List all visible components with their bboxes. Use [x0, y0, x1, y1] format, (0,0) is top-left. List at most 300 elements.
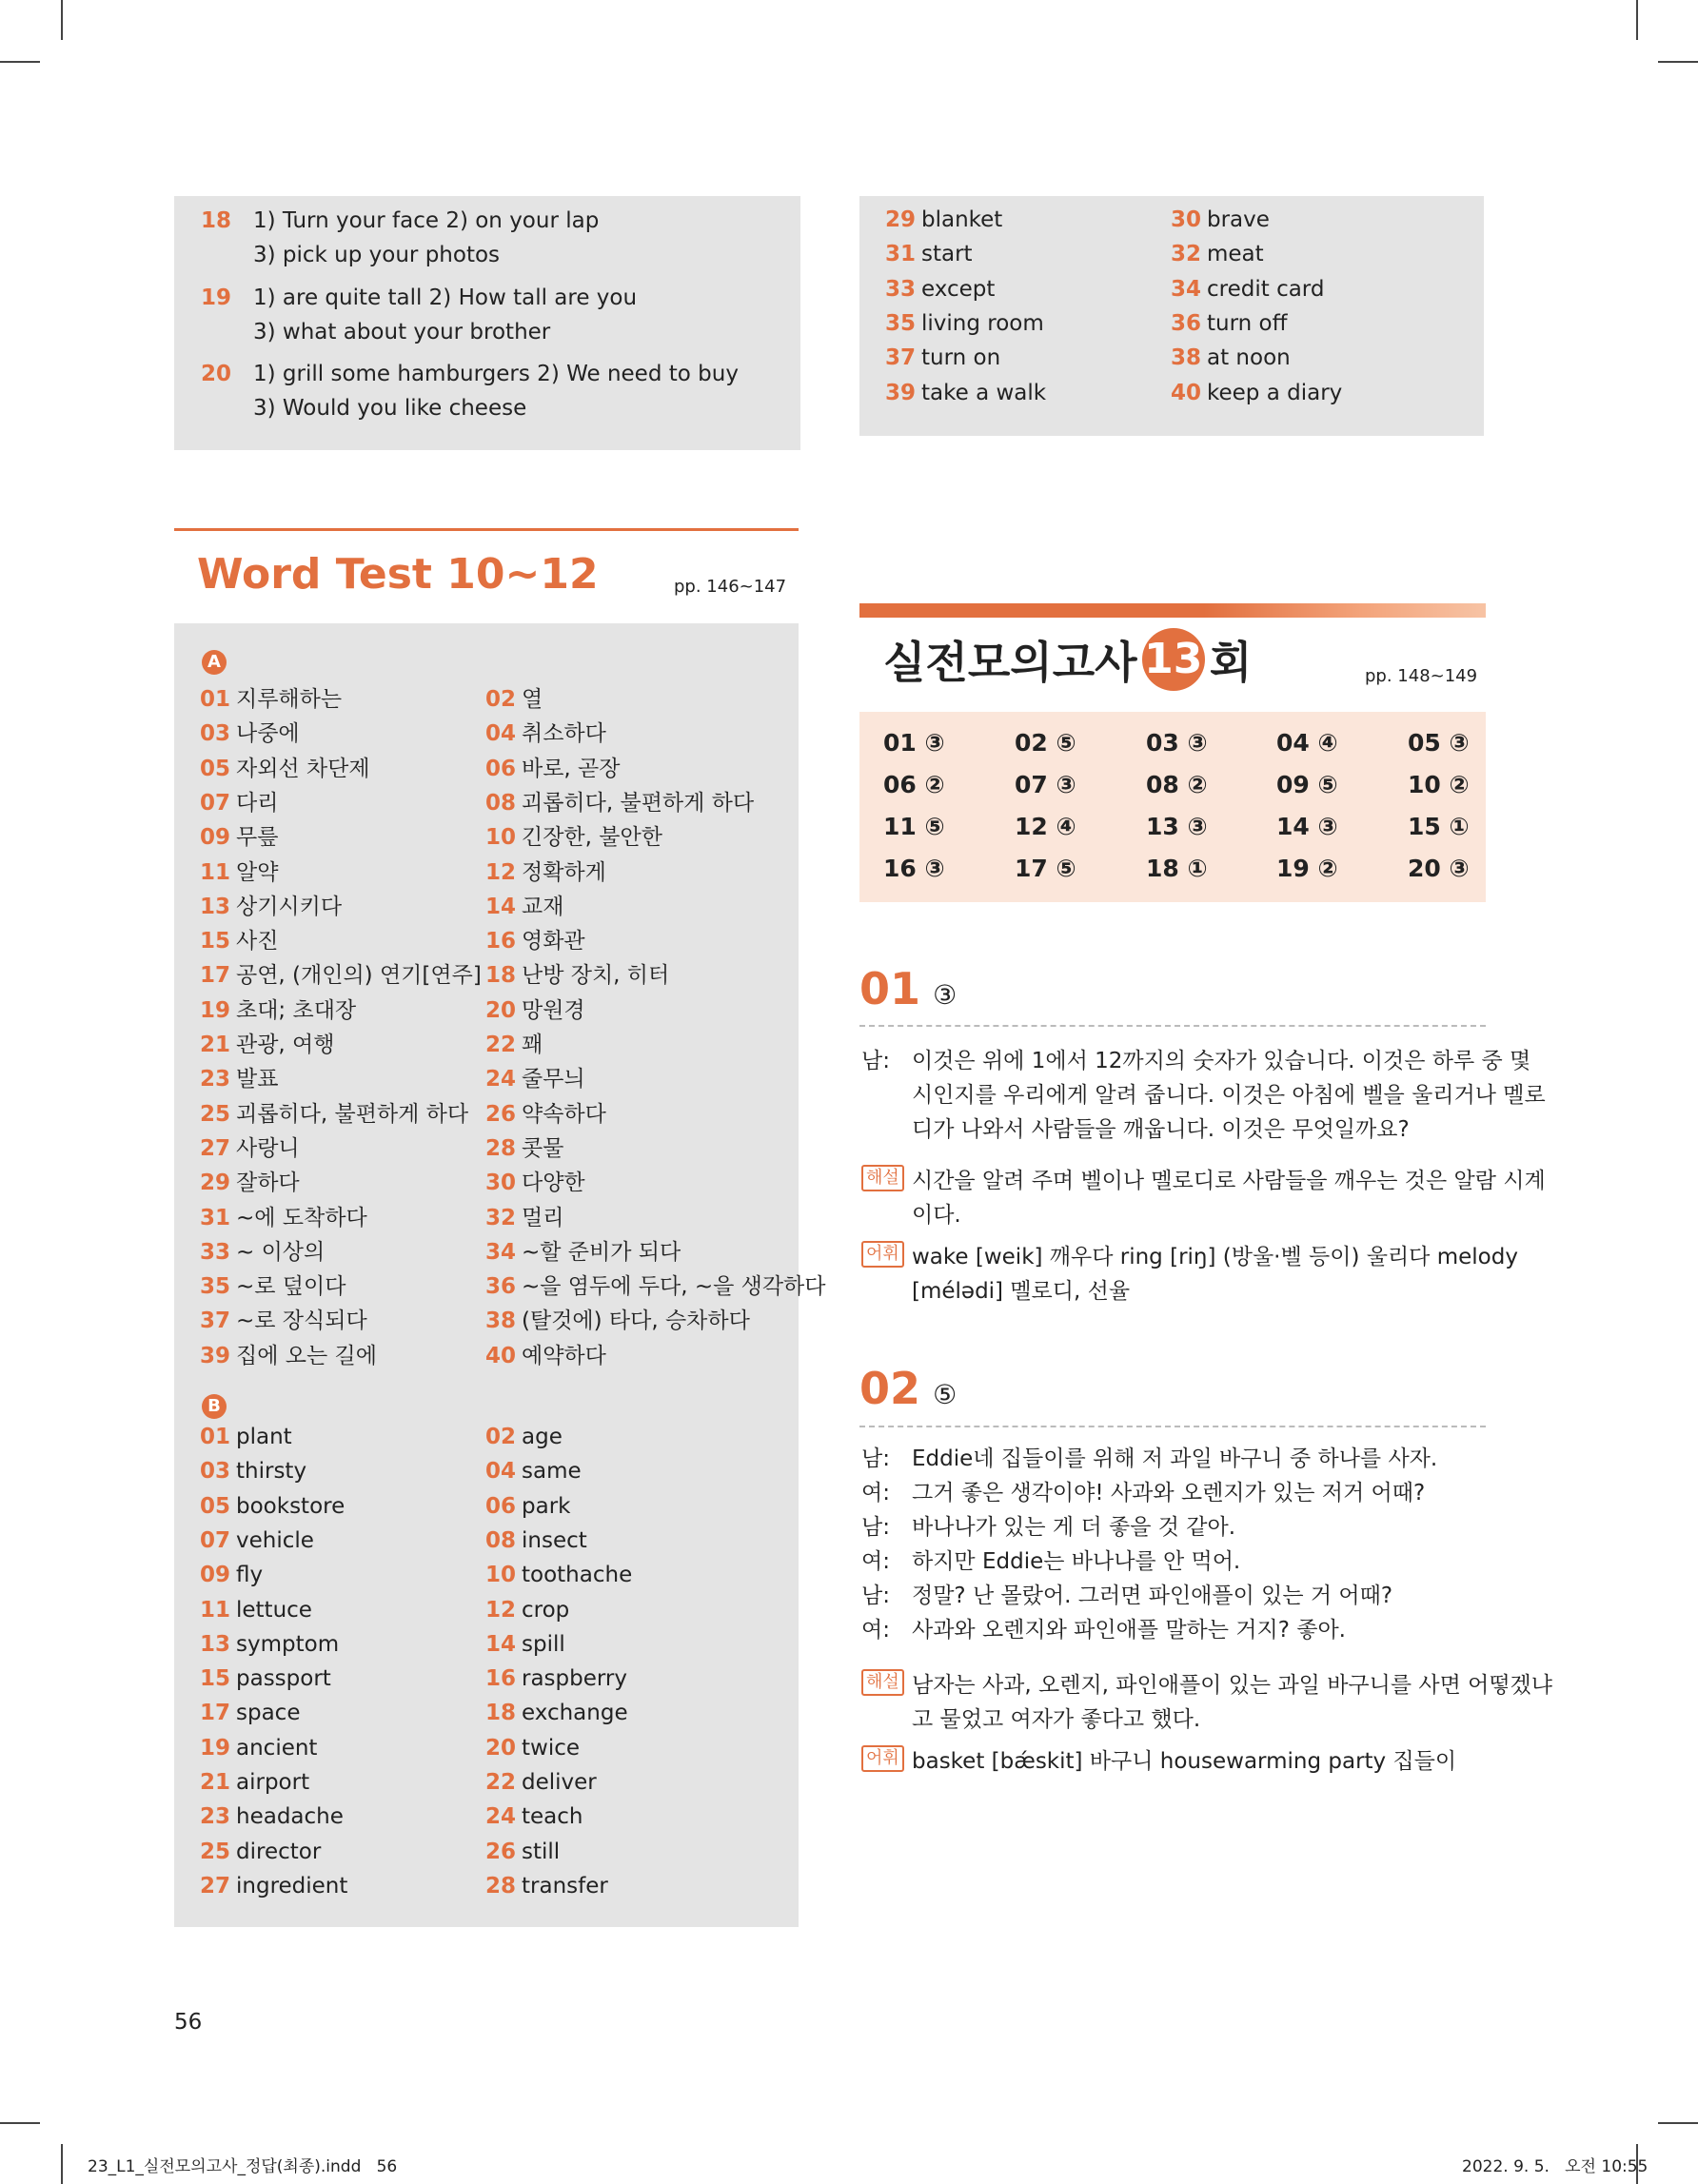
word-item	[485, 1770, 597, 1795]
word-number: 12	[485, 859, 517, 885]
word-item	[485, 1632, 565, 1657]
answer-text: brave	[1207, 207, 1270, 232]
word-item	[200, 957, 482, 989]
dialogue-line: 정말? 난 몰랐어. 그러면 파인애플이 있는 거 어때?	[912, 1584, 1393, 1608]
word-text: 괴롭히다, 불편하게 하다	[236, 1101, 469, 1127]
mock-test-title-pre: 실전모의고사	[883, 637, 1137, 688]
word-number: 02	[485, 687, 517, 712]
word-text: 집에 오는 길에	[236, 1343, 377, 1368]
word-item	[485, 1131, 563, 1162]
word-number: 19	[200, 997, 231, 1023]
mock-answer: 18 ①	[1146, 855, 1208, 882]
word-item	[200, 1234, 325, 1266]
mock-answer: 12 ④	[1015, 813, 1076, 840]
mock-answer: 17 ⑤	[1015, 855, 1076, 882]
word-item	[200, 1425, 292, 1449]
word-item	[200, 1269, 346, 1300]
word-text: space	[236, 1701, 301, 1726]
word-number: 10	[485, 825, 517, 851]
word-text: vehicle	[236, 1527, 314, 1553]
word-text: 교재	[522, 894, 564, 919]
answer-text: credit card	[1207, 276, 1325, 302]
answer-text	[253, 204, 786, 272]
word-number: 30	[485, 1171, 517, 1196]
answer-item	[1171, 345, 1291, 370]
word-item	[485, 1666, 627, 1691]
word-number: 04	[485, 721, 517, 747]
word-number: 34	[485, 1239, 517, 1265]
dialogue-speaker: 여:	[861, 1549, 890, 1574]
word-text: 발표	[236, 1067, 279, 1092]
answer-number: 30	[1171, 207, 1202, 232]
word-number: 01	[200, 1425, 231, 1449]
q01-explain-tag: 해설	[861, 1165, 904, 1191]
answer-line: 3) Would you like cheese	[253, 396, 527, 421]
answer-number: 32	[1171, 242, 1202, 267]
word-number: 09	[200, 1563, 231, 1588]
word-number: 07	[200, 790, 231, 816]
word-item	[200, 923, 278, 954]
q02-explain-tag: 해설	[861, 1669, 904, 1696]
word-number: 33	[200, 1239, 231, 1265]
q01-vocab-line: wake [weik] 깨우다 ring [riŋ] (방울·벨 등이) 울리다 melody	[912, 1245, 1518, 1269]
word-item	[485, 1598, 569, 1623]
mock-test-title	[883, 628, 1252, 695]
answer-item	[1171, 242, 1264, 266]
mock-answer: 14 ③	[1276, 813, 1338, 840]
q01-vocab-tag: 어휘	[861, 1241, 904, 1268]
q02-vocab-tag: 어휘	[861, 1745, 904, 1772]
answer-text: turn off	[1207, 310, 1288, 336]
word-item	[485, 681, 543, 713]
dialogue-line: 사과와 오렌지와 파인애플 말하는 거지? 좋아.	[912, 1618, 1346, 1643]
word-text: ~할 준비가 되다	[522, 1239, 681, 1265]
word-text: 알약	[236, 859, 279, 885]
dialogue-speaker: 남:	[861, 1584, 890, 1608]
answer-text: take a walk	[921, 380, 1047, 405]
mock-answer: 07 ③	[1015, 771, 1076, 798]
word-item	[485, 1459, 582, 1484]
word-item	[485, 1234, 681, 1266]
word-item	[200, 716, 300, 747]
word-text: teach	[522, 1804, 583, 1830]
mock-answer: 10 ②	[1408, 771, 1470, 798]
word-text: ancient	[236, 1735, 318, 1761]
word-item	[200, 785, 278, 817]
word-text: 취소하다	[522, 721, 606, 747]
word-text: passport	[236, 1666, 331, 1692]
word-text: 정확하게	[522, 859, 606, 885]
word-item	[200, 1459, 306, 1484]
word-number: 22	[485, 1033, 517, 1057]
answer-number: 39	[885, 380, 917, 405]
word-number: 04	[485, 1459, 517, 1485]
mock-answer: 06 ②	[883, 771, 945, 798]
word-text: 약속하다	[522, 1101, 606, 1127]
word-number: 16	[485, 1666, 517, 1692]
mock-answer: 04 ④	[1276, 729, 1338, 757]
word-number: 15	[200, 1666, 231, 1692]
answer-item	[885, 277, 995, 302]
mock-answer: 16 ③	[883, 855, 945, 882]
word-text: plant	[236, 1425, 292, 1449]
word-number: 12	[485, 1597, 517, 1623]
word-item	[485, 993, 585, 1024]
word-text: thirsty	[236, 1459, 307, 1485]
answer-number: 38	[1171, 345, 1202, 371]
word-number: 23	[200, 1067, 231, 1092]
word-number: 25	[200, 1839, 231, 1864]
word-number: 36	[485, 1274, 517, 1300]
word-number: 07	[200, 1527, 231, 1553]
word-number: 37	[200, 1308, 231, 1334]
word-number: 39	[200, 1343, 231, 1368]
word-number: 23	[200, 1804, 231, 1830]
word-number: 27	[200, 1873, 231, 1899]
mock-answer: 20 ③	[1408, 855, 1470, 882]
word-text: lettuce	[236, 1597, 312, 1623]
answer-item	[1171, 381, 1342, 405]
word-item	[485, 1096, 606, 1128]
q02-explain-line: 남자는 사과, 오렌지, 파인애플이 있는 과일 바구니를 사면 어떻겠냐	[912, 1673, 1552, 1698]
word-test-pages: pp. 146~147	[674, 577, 787, 597]
crop-mark	[0, 2122, 40, 2124]
answer-number: 20	[201, 362, 232, 386]
word-text: 사랑니	[236, 1135, 300, 1161]
word-text: ~로 장식되다	[236, 1308, 367, 1334]
word-number: 14	[485, 894, 517, 919]
word-number: 03	[200, 721, 231, 747]
word-item	[200, 1338, 377, 1369]
answer-number: 29	[885, 207, 917, 232]
answer-line: 1) are quite tall 2) How tall are you	[253, 285, 638, 310]
answer-line: 1) grill some hamburgers 2) We need to buy	[253, 362, 739, 386]
word-text: 관광, 여행	[236, 1033, 335, 1057]
word-text: deliver	[522, 1770, 597, 1795]
word-number: 28	[485, 1135, 517, 1161]
answer-number: 37	[885, 345, 917, 371]
word-item	[485, 1804, 583, 1829]
word-number: 06	[485, 756, 517, 781]
answer-text: start	[921, 242, 973, 267]
word-text: 자외선 차단제	[236, 756, 370, 781]
mock-answer: 01 ③	[883, 729, 945, 757]
word-number: 03	[200, 1459, 231, 1485]
word-text: insect	[522, 1527, 587, 1553]
answer-item	[885, 242, 973, 266]
q02-answer-mark: ⑤	[933, 1379, 958, 1410]
answer-item	[1171, 277, 1324, 302]
word-text: symptom	[236, 1631, 340, 1657]
answer-line: 1) Turn your face 2) on your lap	[253, 208, 600, 233]
word-number: 20	[485, 997, 517, 1023]
word-number: 28	[485, 1873, 517, 1899]
word-number: 17	[200, 963, 231, 989]
answer-text: keep a diary	[1207, 380, 1343, 405]
word-number: 13	[200, 1631, 231, 1657]
word-text: airport	[236, 1770, 310, 1795]
q01-line: 시인지를 우리에게 알려 줍니다. 이것은 아침에 벨을 울리거나 멜로	[912, 1083, 1546, 1108]
answer-number: 18	[201, 208, 232, 233]
word-text: ~을 염두에 두다, ~을 생각하다	[522, 1274, 826, 1300]
word-text: 무릎	[236, 825, 279, 851]
word-number: 10	[485, 1563, 517, 1588]
word-item	[485, 1494, 570, 1519]
q02-vocab-line: basket [bǽskit] 바구니 housewarming party 집들이	[912, 1749, 1457, 1774]
mock-answer: 05 ③	[1408, 729, 1470, 757]
word-number: 24	[485, 1804, 517, 1830]
word-number: 02	[485, 1425, 517, 1449]
mock-answer: 09 ⑤	[1276, 771, 1338, 798]
word-text: 지루해하는	[236, 687, 343, 712]
word-text: headache	[236, 1804, 344, 1830]
answer-text	[253, 281, 786, 349]
q01-line: 이것은 위에 1에서 12까지의 숫자가 있습니다. 이것은 하루 중 몇	[912, 1049, 1531, 1073]
word-number: 29	[200, 1171, 231, 1196]
q01-heading	[859, 963, 957, 1014]
word-number: 15	[200, 929, 231, 954]
dialogue-line: 하지만 Eddie는 바나나를 안 먹어.	[912, 1549, 1241, 1574]
answer-text	[253, 357, 786, 425]
q02-explain-line: 고 물었고 여자가 좋다고 했다.	[912, 1707, 1201, 1732]
word-item	[200, 1874, 347, 1899]
word-item	[200, 1165, 300, 1196]
word-number: 40	[485, 1343, 517, 1368]
word-item	[485, 1027, 543, 1058]
mock-answer: 15 ①	[1408, 813, 1470, 840]
word-test-title: Word Test 10~12	[197, 550, 599, 599]
answer-item	[885, 381, 1046, 405]
word-item	[485, 1338, 606, 1369]
footer-filename: 23_L1_실전모의고사_정답(최종).indd 56	[88, 2157, 398, 2176]
answer-number: 34	[1171, 276, 1202, 302]
word-item	[200, 1701, 300, 1725]
word-text: 콧물	[522, 1135, 564, 1161]
word-text: 예약하다	[522, 1343, 606, 1368]
word-number: 31	[200, 1205, 231, 1230]
word-number: 18	[485, 963, 517, 989]
mock-test-title-post: 회	[1209, 637, 1253, 688]
word-item	[200, 1027, 335, 1058]
mock-answer: 02 ⑤	[1015, 729, 1076, 757]
word-item	[485, 1425, 563, 1449]
word-item	[485, 1874, 608, 1899]
q01-explain-line: 시간을 알려 주며 벨이나 멜로디로 사람들을 깨우는 것은 알람 시계	[912, 1169, 1546, 1193]
word-item	[485, 889, 563, 920]
answer-number: 40	[1171, 380, 1202, 405]
word-number: 14	[485, 1631, 517, 1657]
crop-mark	[1658, 61, 1698, 63]
crop-mark	[1636, 0, 1638, 40]
answer-item	[885, 311, 1044, 336]
word-number: 20	[485, 1735, 517, 1761]
answer-number: 36	[1171, 310, 1202, 336]
q01-explain-line: 이다.	[912, 1203, 961, 1228]
q01-number: 01	[859, 963, 921, 1014]
word-text: 잘하다	[236, 1171, 300, 1196]
word-text: ~로 덮이다	[236, 1274, 346, 1300]
word-item	[485, 1528, 587, 1553]
word-number: 38	[485, 1308, 517, 1334]
word-number: 21	[200, 1770, 231, 1795]
word-item	[200, 1666, 331, 1691]
word-text: 꽤	[522, 1033, 543, 1057]
word-text: 열	[522, 687, 543, 712]
word-number: 19	[200, 1735, 231, 1761]
mock-test-pages: pp. 148~149	[1365, 666, 1478, 686]
word-number: 05	[200, 756, 231, 781]
word-item	[200, 1804, 344, 1829]
word-number: 06	[485, 1493, 517, 1519]
word-number: 26	[485, 1839, 517, 1864]
word-text: transfer	[522, 1873, 608, 1899]
word-text: 줄무늬	[522, 1067, 585, 1092]
word-text: twice	[522, 1735, 581, 1761]
q02-divider	[859, 1426, 1486, 1427]
dialogue-speaker: 남:	[861, 1515, 890, 1540]
word-text: age	[522, 1425, 563, 1449]
answer-text: living room	[921, 310, 1044, 336]
word-number: 13	[200, 894, 231, 919]
word-item	[485, 1563, 632, 1587]
answer-number: 19	[201, 285, 232, 310]
word-item	[485, 957, 669, 989]
mock-answer: 08 ②	[1146, 771, 1208, 798]
q01-divider	[859, 1025, 1486, 1027]
answer-item	[885, 345, 1000, 370]
word-text: 영화관	[522, 929, 585, 954]
answer-line: 3) pick up your photos	[253, 243, 501, 267]
word-number: 21	[200, 1033, 231, 1057]
answer-item	[201, 357, 781, 433]
word-text: 멀리	[522, 1205, 564, 1230]
word-number: 16	[485, 929, 517, 954]
crop-mark	[61, 0, 63, 40]
word-text: 사진	[236, 929, 279, 954]
answer-number: 31	[885, 242, 917, 267]
word-text: crop	[522, 1597, 570, 1623]
word-item	[200, 1840, 321, 1864]
word-text: director	[236, 1839, 322, 1864]
word-text: toothache	[522, 1563, 633, 1588]
section-b-badge: B	[202, 1394, 227, 1419]
answer-item	[1171, 311, 1287, 336]
word-item	[200, 993, 356, 1024]
word-text: 공연, (개인의) 연기[연주]	[236, 963, 482, 989]
word-item	[485, 923, 585, 954]
page-number: 56	[174, 2010, 203, 2035]
q01-speaker: 남:	[861, 1049, 890, 1073]
word-text: 다양한	[522, 1171, 585, 1196]
word-item	[200, 751, 370, 782]
word-text: (탈것에) 타다, 승차하다	[522, 1308, 750, 1334]
word-item	[485, 1165, 585, 1196]
word-item	[485, 785, 754, 817]
answer-item	[1171, 207, 1270, 232]
word-text: 나중에	[236, 721, 300, 747]
word-text: ~에 도착하다	[236, 1205, 367, 1230]
crop-mark	[61, 2144, 63, 2184]
word-text: park	[522, 1493, 571, 1519]
word-text: 망원경	[522, 997, 585, 1023]
word-item	[485, 819, 662, 851]
word-number: 24	[485, 1067, 517, 1092]
word-item	[200, 1061, 278, 1092]
answer-line: 3) what about your brother	[253, 320, 551, 344]
word-item	[485, 1840, 560, 1864]
word-item	[485, 1736, 580, 1761]
dialogue-speaker: 여:	[861, 1618, 890, 1643]
mock-test-header-bar	[859, 603, 1486, 618]
word-item	[200, 1131, 300, 1162]
word-text: 난방 장치, 히터	[522, 963, 670, 989]
word-item	[200, 1494, 345, 1519]
dialogue-line: 그거 좋은 생각이야! 사과와 오렌지가 있는 저거 어때?	[912, 1481, 1426, 1505]
word-item	[485, 1701, 628, 1725]
word-item	[200, 1770, 309, 1795]
mock-test-number-badge: 13	[1142, 628, 1205, 691]
word-number: 09	[200, 825, 231, 851]
word-text: 상기시키다	[236, 894, 343, 919]
crop-mark	[0, 61, 40, 63]
section-a-badge: A	[202, 650, 227, 675]
word-text: exchange	[522, 1701, 628, 1726]
dialogue-line: 바나나가 있는 게 더 좋을 것 같아.	[912, 1515, 1236, 1540]
word-number: 22	[485, 1770, 517, 1795]
word-text: same	[522, 1459, 582, 1485]
word-number: 18	[485, 1701, 517, 1726]
word-number: 25	[200, 1101, 231, 1127]
word-number: 08	[485, 1527, 517, 1553]
answer-number: 35	[885, 310, 917, 336]
word-item	[485, 1269, 826, 1300]
word-text: raspberry	[522, 1666, 628, 1692]
answer-item	[201, 281, 781, 357]
word-item	[485, 855, 606, 886]
word-number: 05	[200, 1493, 231, 1519]
dialogue-speaker: 여:	[861, 1481, 890, 1505]
word-item	[200, 1303, 367, 1334]
word-text: 다리	[236, 790, 279, 816]
answer-item	[885, 207, 1002, 232]
mock-answer: 13 ③	[1146, 813, 1208, 840]
word-item	[200, 681, 342, 713]
word-text: fly	[236, 1563, 264, 1588]
answer-number: 33	[885, 276, 917, 302]
word-item	[485, 1200, 563, 1231]
mock-answer: 03 ③	[1146, 729, 1208, 757]
word-text: bookstore	[236, 1493, 346, 1519]
dialogue-line: Eddie네 집들이를 위해 저 과일 바구니 중 하나를 사자.	[912, 1446, 1438, 1471]
q02-number: 02	[859, 1363, 921, 1414]
word-text: 초대; 초대장	[236, 997, 357, 1023]
word-number: 27	[200, 1135, 231, 1161]
answer-text: meat	[1207, 242, 1264, 267]
word-text: ~ 이상의	[236, 1239, 326, 1265]
word-item	[485, 751, 621, 782]
q02-heading	[859, 1363, 957, 1414]
word-text: ingredient	[236, 1873, 348, 1899]
answer-text: turn on	[921, 345, 1001, 371]
word-number: 11	[200, 859, 231, 885]
answer-text: except	[921, 276, 996, 302]
word-number: 26	[485, 1101, 517, 1127]
word-text: still	[522, 1839, 561, 1864]
answer-text: at noon	[1207, 345, 1291, 371]
word-number: 32	[485, 1205, 517, 1230]
dialogue-speaker: 남:	[861, 1446, 890, 1471]
word-item	[485, 716, 606, 747]
